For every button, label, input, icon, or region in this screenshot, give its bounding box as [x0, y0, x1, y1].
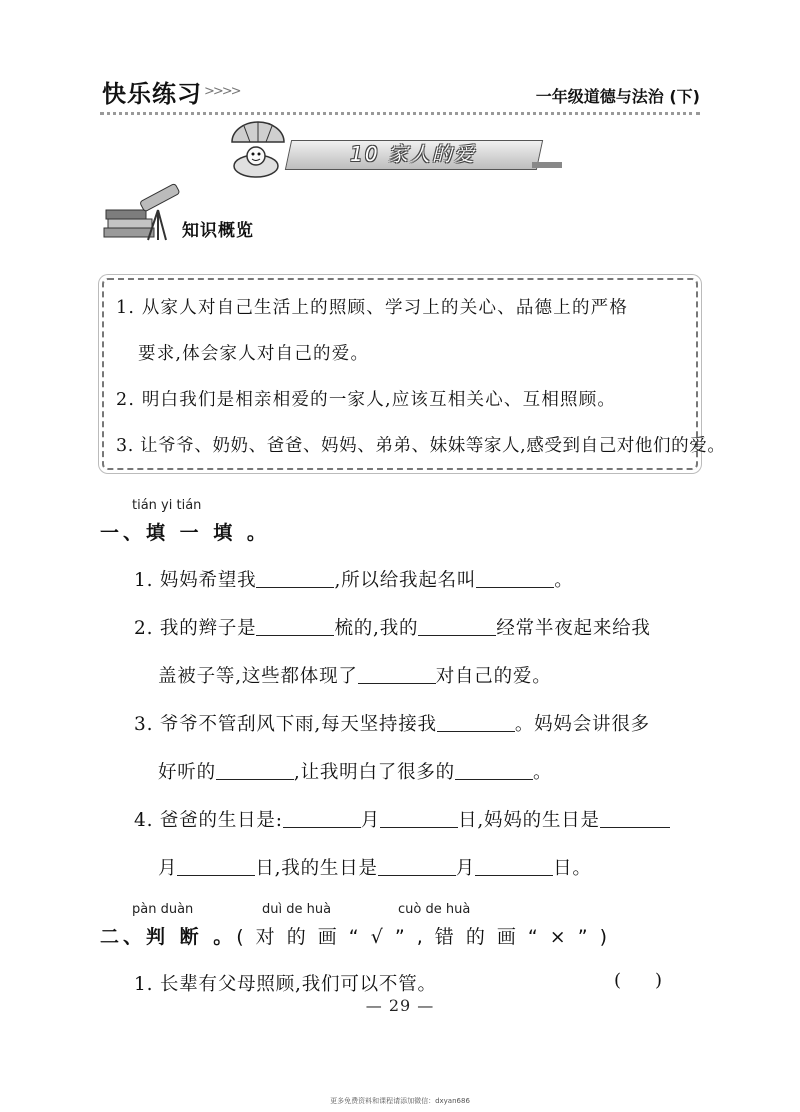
question-text: 月	[455, 858, 476, 879]
answer-blank[interactable]	[600, 811, 670, 828]
question-text: ,让我明白了很多的	[293, 762, 455, 783]
question-text: 3. 爷爷不管刮风下雨,每天坚持接我	[134, 714, 437, 735]
question-text: 对自己的爱。	[435, 666, 552, 687]
knowledge-overview-label: 知识概览	[182, 221, 254, 241]
answer-blank[interactable]	[216, 763, 294, 780]
knowledge-overview-header	[100, 180, 300, 250]
answer-blank[interactable]	[283, 811, 361, 828]
telescope-books-icon	[100, 180, 186, 246]
footer-note: 更多免费资料和课程请添加微信：dxyan686	[330, 1097, 470, 1105]
page-number: — 29 —	[365, 996, 435, 1015]
summary-item: 要求,体会家人对自己的爱。	[138, 344, 370, 364]
lesson-title-banner	[226, 118, 566, 182]
question-text: 月	[158, 858, 178, 879]
summary-item: 2. 明白我们是相亲相爱的一家人,应该互相关心、互相照顾。	[116, 390, 617, 410]
chevron-decoration: >>>>	[204, 84, 240, 99]
answer-parentheses[interactable]: ()	[613, 970, 696, 991]
question-3-cont	[158, 758, 552, 784]
answer-blank[interactable]	[380, 811, 458, 828]
answer-blank[interactable]	[177, 859, 255, 876]
question-text: 。	[533, 762, 553, 783]
answer-blank[interactable]	[476, 571, 554, 588]
answer-blank[interactable]	[256, 619, 334, 636]
header-divider	[100, 112, 700, 115]
cartoon-mascot-icon	[226, 118, 290, 180]
subject-label: 一年级道德与法治 (下)	[535, 87, 700, 106]
question-2-cont	[158, 662, 552, 688]
question-text: 。妈妈会讲很多	[514, 714, 650, 735]
section2-pinyin-3: cuò de huà	[398, 902, 471, 917]
question-2	[134, 614, 651, 640]
answer-blank[interactable]	[437, 715, 515, 732]
question-text: 日,我的生日是	[255, 858, 378, 879]
question-4	[134, 806, 670, 832]
question-text: 好听的	[158, 762, 216, 783]
section1-heading: 一、填 一 填 。	[100, 522, 270, 544]
section1-pinyin: tián yi tián	[132, 498, 202, 513]
question-text: 经常半夜起来给我	[496, 618, 651, 639]
question-text: 梳的,我的	[334, 618, 419, 639]
section2-instruction: ( 对 的 画 “ √ ” , 错 的 画 “ × ” )	[236, 926, 611, 948]
question-text: 4. 爸爸的生日是:	[134, 810, 283, 831]
question-text: 1. 妈妈希望我	[134, 570, 257, 591]
section2-title: 二、判 断 。	[100, 926, 237, 948]
question-text: 日,妈妈的生日是	[458, 810, 600, 831]
answer-blank[interactable]	[358, 667, 436, 684]
section2-pinyin-2: duì de huà	[262, 902, 332, 917]
question-text: 日。	[553, 858, 592, 879]
summary-item: 3. 让爷爷、奶奶、爸爸、妈妈、弟弟、妹妹等家人,感受到自己对他们的爱。	[116, 436, 726, 456]
question-3	[134, 710, 650, 736]
question-1	[134, 566, 574, 592]
question-text: 2. 我的辫子是	[134, 618, 257, 639]
answer-blank[interactable]	[475, 859, 553, 876]
section2-heading	[100, 922, 610, 949]
knowledge-summary-box	[102, 278, 726, 470]
page-header	[100, 72, 700, 116]
answer-blank[interactable]	[418, 619, 496, 636]
question-text: 盖被子等,这些都体现了	[158, 666, 358, 687]
question-4-cont	[158, 854, 592, 880]
lesson-title: 10 家人的爱	[350, 142, 476, 166]
section2-pinyin-1: pàn duàn	[132, 902, 194, 917]
judge-question-1: 1. 长辈有父母照顾,我们可以不管。	[134, 974, 437, 995]
series-title: 快乐练习	[102, 80, 202, 108]
question-text: 月	[360, 810, 381, 831]
question-text: ,所以给我起名叫	[334, 570, 477, 591]
summary-item: 1. 从家人对自己生活上的照顾、学习上的关心、品德上的严格	[116, 298, 629, 318]
answer-blank[interactable]	[378, 859, 456, 876]
answer-blank[interactable]	[256, 571, 334, 588]
answer-blank[interactable]	[455, 763, 533, 780]
question-text: 。	[554, 570, 574, 591]
